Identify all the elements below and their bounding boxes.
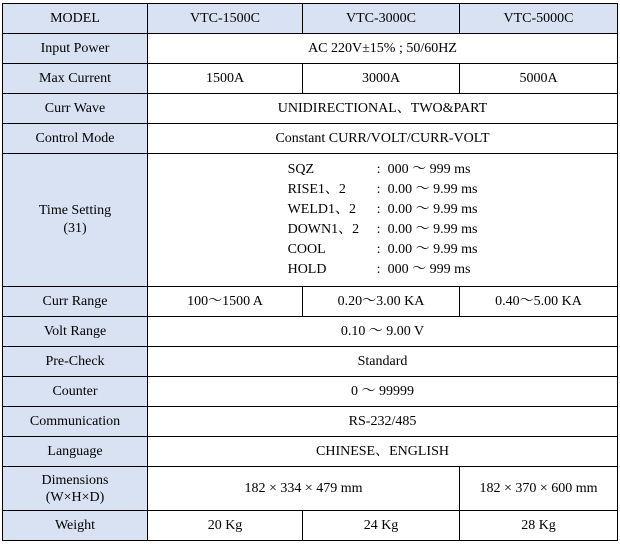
- row-curr-wave: [3, 94, 618, 124]
- time-setting-value: 0.00 ～ 9.99 ms: [387, 202, 478, 217]
- time-setting-line-hold: HOLD : 000 ～ 999 ms: [288, 260, 478, 280]
- time-setting-label-cell: [3, 154, 148, 287]
- row-pre-check: [3, 347, 618, 377]
- row-dimensions: [3, 467, 618, 511]
- header-row: [3, 4, 618, 34]
- curr-wave-label: Curr Wave: [3, 94, 148, 124]
- dimensions-1500c-3000c: 182 × 334 × 479 mm: [148, 467, 460, 511]
- time-setting-key: HOLD: [287, 262, 327, 277]
- time-setting-value: 0.00 ～ 9.99 ms: [387, 182, 478, 197]
- max-current-label: Max Current: [3, 64, 148, 94]
- language-label: Language: [3, 437, 148, 467]
- max-current-1500c: 1500A: [148, 64, 303, 94]
- row-counter: [3, 377, 618, 407]
- row-control-mode: [3, 124, 618, 154]
- time-setting-line-weld: WELD1、2 : 0.00 ～ 9.99 ms: [288, 200, 478, 220]
- curr-range-5000c: 0.40～5.00 KA: [460, 287, 618, 317]
- curr-wave-value: UNIDIRECTIONAL、TWO&PART: [148, 94, 618, 124]
- language-value: CHINESE、ENGLISH: [148, 437, 618, 467]
- time-setting-key: SQZ: [287, 162, 315, 177]
- row-max-current: [3, 64, 618, 94]
- time-setting-value: 000 ～ 999 ms: [387, 262, 471, 277]
- time-setting-label: Time Setting: [38, 203, 112, 218]
- row-input-power: [3, 34, 618, 64]
- weight-label: Weight: [3, 511, 148, 541]
- header-vtc-3000c: VTC-3000C: [303, 4, 460, 34]
- row-volt-range: [3, 317, 618, 347]
- dimensions-5000c: 182 × 370 × 600 mm: [460, 467, 618, 511]
- input-power-label: Input Power: [3, 34, 148, 64]
- time-setting-line-down: DOWN1、2 : 0.00 ～ 9.99 ms: [288, 220, 478, 240]
- pre-check-value: Standard: [148, 347, 618, 377]
- pre-check-label: Pre-Check: [3, 347, 148, 377]
- time-setting-key: WELD1、2: [287, 202, 357, 217]
- control-mode-label: Control Mode: [3, 124, 148, 154]
- curr-range-1500c: 100～1500 A: [148, 287, 303, 317]
- header-model: MODEL: [3, 4, 148, 34]
- volt-range-value: 0.10 ～ 9.00 V: [148, 317, 618, 347]
- time-setting-value: 0.00 ～ 9.99 ms: [387, 222, 478, 237]
- time-setting-key: RISE1、2: [287, 182, 346, 197]
- weight-5000c: 28 Kg: [460, 511, 618, 541]
- time-setting-line-rise: RISE1、2 : 0.00 ～ 9.99 ms: [288, 180, 478, 200]
- dimensions-label-cell: [3, 467, 148, 511]
- counter-value: 0 ～ 99999: [148, 377, 618, 407]
- time-setting-count: (31): [63, 221, 87, 236]
- time-setting-values: [148, 154, 618, 287]
- row-time-setting: [3, 154, 618, 287]
- communication-value: RS-232/485: [148, 407, 618, 437]
- time-setting-key: DOWN1、2: [287, 222, 360, 237]
- input-power-value: AC 220V±15% ; 50/60HZ: [148, 34, 618, 64]
- header-vtc-5000c: VTC-5000C: [460, 4, 618, 34]
- time-setting-value: 000 ～ 999 ms: [387, 162, 471, 177]
- spec-table: [2, 3, 618, 541]
- dimensions-label: Dimensions: [41, 472, 109, 488]
- time-setting-line-sqz: SQZ : 000 ～ 999 ms: [288, 160, 478, 180]
- curr-range-3000c: 0.20～3.00 KA: [303, 287, 460, 317]
- control-mode-value: Constant CURR/VOLT/CURR-VOLT: [148, 124, 618, 154]
- row-curr-range: [3, 287, 618, 317]
- time-setting-value: 0.00 ～ 9.99 ms: [387, 242, 478, 257]
- curr-range-label: Curr Range: [3, 287, 148, 317]
- weight-1500c: 20 Kg: [148, 511, 303, 541]
- row-weight: [3, 511, 618, 541]
- communication-label: Communication: [3, 407, 148, 437]
- header-vtc-1500c: VTC-1500C: [148, 4, 303, 34]
- max-current-3000c: 3000A: [303, 64, 460, 94]
- dimensions-sub-label: (W×H×D): [45, 489, 105, 505]
- time-setting-list: [288, 160, 478, 280]
- row-communication: [3, 407, 618, 437]
- volt-range-label: Volt Range: [3, 317, 148, 347]
- counter-label: Counter: [3, 377, 148, 407]
- row-language: [3, 437, 618, 467]
- time-setting-line-cool: COOL : 0.00 ～ 9.99 ms: [288, 240, 478, 260]
- time-setting-key: COOL: [287, 242, 326, 257]
- weight-3000c: 24 Kg: [303, 511, 460, 541]
- max-current-5000c: 5000A: [460, 64, 618, 94]
